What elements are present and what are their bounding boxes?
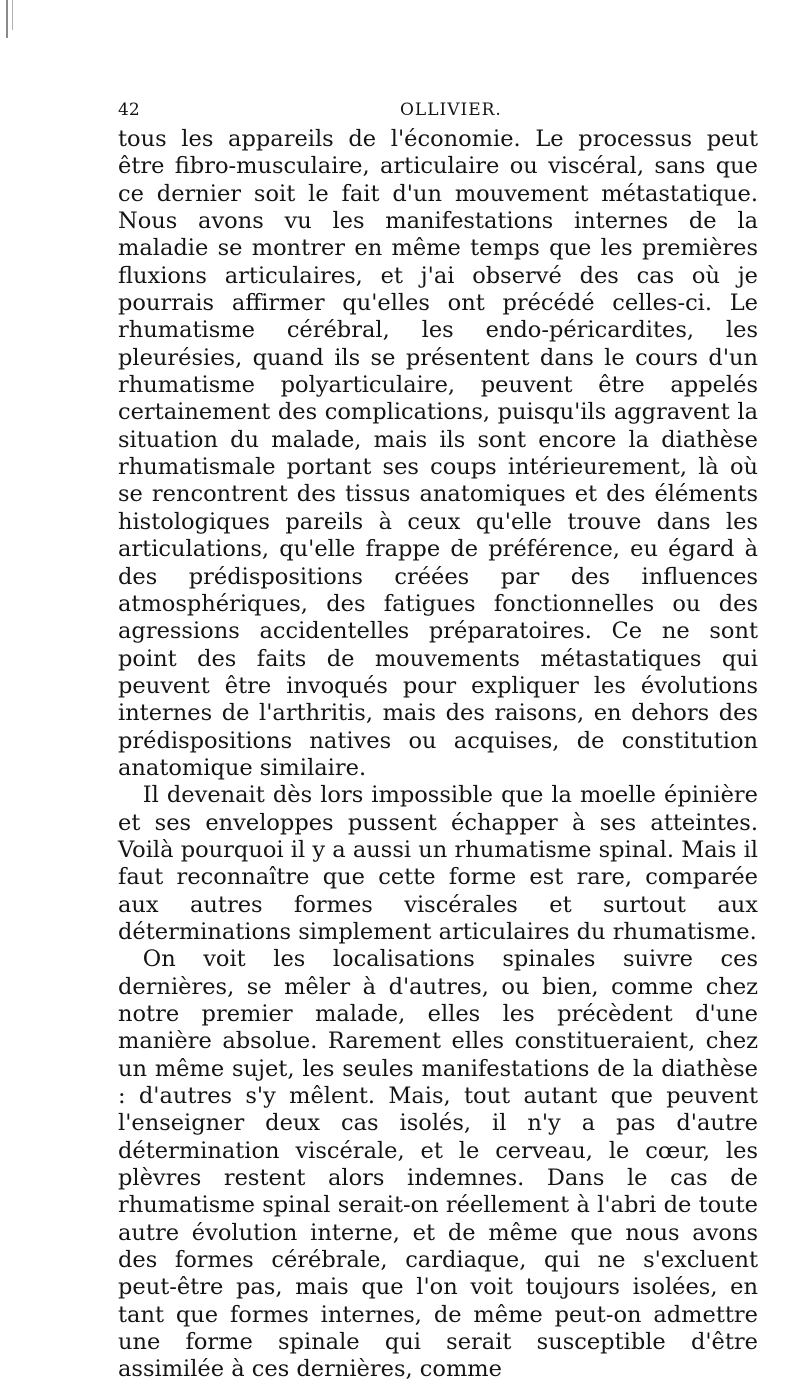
page-header [118, 96, 758, 126]
paragraph-1: tous les appareils de l'économie. Le processus peut être fibro-musculaire, articulaire ou viscéral, sans que ce dernier soit le fait d'un mouvement métastatique. Nous avons vu les manifestations internes de la maladie se montrer en même temps que les premières fluxions articulaires, et j'ai observé des cas où je pourrais affirmer qu'elles ont précédé celles-ci. Le rhumatisme cérébral, les endo-péricardites, les pleurésies, quand ils se présentent dans le cours d'un rhumatisme polyarticulaire, peuvent être appelés certainement des complications, puisqu'ils aggravent la situation du malade, mais ils sont encore la diathèse rhumatismale portant ses coups intérieurement, là où se rencontrent des tissus anatomiques et des éléments histologiques pareils à ceux qu'elle trouve dans les articulations, qu'elle frappe de préférence, eu égard à des prédispositions créées par des influences atmosphériques, des fatigues fonctionnelles ou des agressions accidentelles préparatoires. Ce ne sont point des faits de mouvements métastatiques qui peuvent être invoqués pour expliquer les évolutions internes de l'arthritis, mais des raisons, en dehors des prédispositions natives ou acquises, de constitution anatomique similaire. [118, 126, 758, 781]
page-number: 42 [118, 100, 140, 120]
scan-edge-mark [6, 0, 8, 38]
scan-edge-mark [12, 0, 13, 30]
running-title: OLLIVIER. [400, 100, 502, 120]
body-text [118, 126, 758, 1384]
paragraph-3: On voit les localisations spinales suivre ces dernières, se mêler à d'autres, ou bien, comme chez notre premier malade, elles les précèdent d'une manière absolue. Rarement elles constitueraient, chez un même sujet, les seules manifestations de la diathèse : d'autres s'y mêlent. Mais, tout autant que peuvent l'enseigner deux cas isolés, il n'y a pas d'autre détermination viscérale, et le cerveau, le cœur, les plèvres restent alors indemnes. Dans le cas de rhumatisme spinal serait-on réellement à l'abri de toute autre évolution interne, et de même que nous avons des formes cérébrale, cardiaque, qui ne s'excluent peut-être pas, mais que l'on voit toujours isolées, en tant que formes internes, de même peut-on admettre une forme spinale qui serait susceptible d'être assimilée à ces dernières, comme [118, 946, 758, 1383]
paragraph-2: Il devenait dès lors impossible que la moelle épinière et ses enveloppes pussent échapper à ses atteintes. Voilà pourquoi il y a aussi un rhumatisme spinal. Mais il faut reconnaître que cette forme est rare, comparée aux autres formes viscérales et surtout aux déterminations simplement articulaires du rhumatisme. [118, 782, 758, 945]
